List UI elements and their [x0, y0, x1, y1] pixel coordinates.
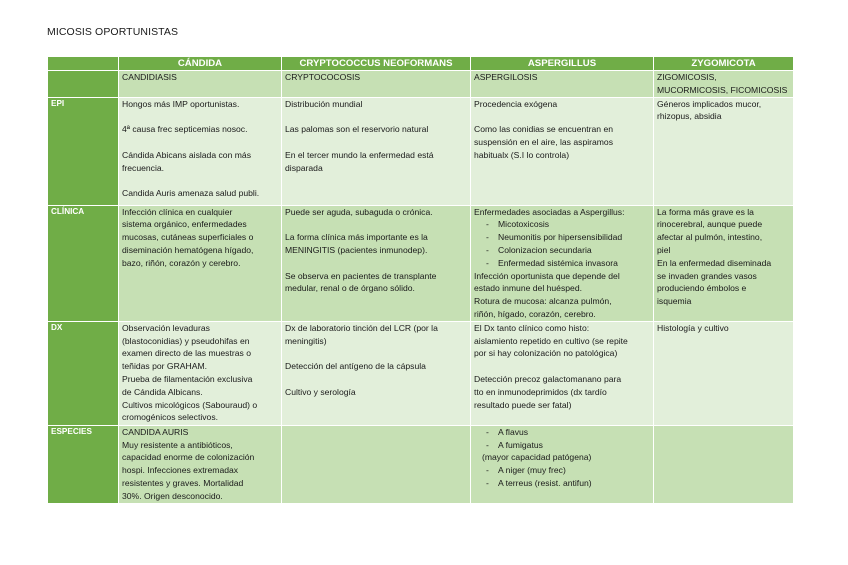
dx-zygomicota: Histología y cultivo [654, 321, 794, 425]
row-epi [48, 97, 794, 205]
epi-zygomicota: Géneros implicados mucor, rhizopus, absidia [654, 97, 794, 205]
aspergillus-disease-list [474, 218, 650, 269]
row-label-epi: EPI [48, 97, 119, 205]
especies-aspergillus: - A flavus - A fumigatus (mayor capacidad patógena) - A niger (muy frec) - A terreus (resist. antifun) [471, 425, 654, 503]
dx-aspergillus: El Dx tanto clínico como histo: aislamiento repetido en cultivo (se repite por si hay colonización no patológica) Detección precoz galactomanano para tto en inmunodeprimidos (dx tardío resultado puede ser fatal) [471, 321, 654, 425]
subheader-zygomicota: ZIGOMICOSIS, MUCORMICOSIS, FICOMICOSIS [654, 71, 794, 98]
epi-aspergillus: Procedencia exógena Como las conidias se encuentran en suspensión en el aire, las aspiramos habitualx (S.I lo controla) [471, 97, 654, 205]
header-zygomicota: ZYGOMICOTA [654, 57, 794, 71]
aspergillus-species-list-2 [474, 464, 650, 490]
subheader-cryptococcus: CRYPTOCOCOSIS [282, 71, 471, 98]
list-item: - Neumonitis por hipersensibilidad [498, 231, 650, 244]
row-especies [48, 425, 794, 503]
clinica-cryptococcus: Puede ser aguda, subaguda o crónica. La forma clínica más importante es la MENINGITIS (pacientes inmunodep). Se observa en pacientes de transplante medular, renal o de órgano sólido. [282, 205, 471, 321]
row-label-especies: ESPECIES [48, 425, 119, 503]
clinica-candida: Infección clínica en cualquier sistema orgánico, enfermedades mucosas, cutáneas superficiales o diseminación hematógena hígado, bazo, riñón, corazón y cerebro. [119, 205, 282, 321]
row-dx [48, 321, 794, 425]
list-item: - Micotoxicosis [498, 218, 650, 231]
list-item: - A niger (muy frec) [498, 464, 650, 477]
row-label-dx: DX [48, 321, 119, 425]
subheader-row [48, 71, 794, 98]
list-item: - A terreus (resist. antifun) [498, 477, 650, 490]
header-aspergillus: ASPERGILLUS [471, 57, 654, 71]
aspergillus-species-list [474, 426, 650, 452]
dx-candida: Observación levaduras (blastoconidias) y pseudohifas en examen directo de las muestras o teñidas por GRAHAM. Prueba de filamentación exclusiva de Cándida Albicans. Cultivos micológicos (Sabouraud) o cromogénicos selectivos. [119, 321, 282, 425]
epi-candida: Hongos más IMP oportunistas. 4ª causa frec septicemias nosoc. Cándida Abicans aislada con más frecuencia. Candida Auris amenaza salud publi. [119, 97, 282, 205]
clinica-aspergillus: Enfermedades asociadas a Aspergillus: - Micotoxicosis - Neumonitis por hipersensibilidad - Colonizacion secundaria - Enfermedad sistémica invasora Infección oportunista que depende del estado inmune del huésped. Rotura de mucosa: alcanza pulmón, riñón, hígado, corazón, cerebro. [471, 205, 654, 321]
header-row [48, 57, 794, 71]
subheader-aspergillus: ASPERGILOSIS [471, 71, 654, 98]
header-candida: CÁNDIDA [119, 57, 282, 71]
especies-cryptococcus [282, 425, 471, 503]
subheader-label [48, 71, 119, 98]
mycoses-table [47, 56, 794, 504]
row-label-clinica: CLÍNICA [48, 205, 119, 321]
epi-cryptococcus: Distribución mundial Las palomas son el reservorio natural En el tercer mundo la enfermedad está disparada [282, 97, 471, 205]
header-cryptococcus: CRYPTOCOCCUS NEOFORMANS [282, 57, 471, 71]
subheader-candida: CANDIDIASIS [119, 71, 282, 98]
row-clinica [48, 205, 794, 321]
clinica-zygomicota: La forma más grave es la rinocerebral, aunque puede afectar al pulmón, intestino, piel En la enfermedad diseminada se invaden grandes vasos produciendo émbolos e isquemia [654, 205, 794, 321]
especies-candida: CANDIDA AURIS Muy resistente a antibióticos, capacidad enorme de colonización hospi. Infecciones extremadax resistentes y graves. Mortalidad 30%. Origen desconocido. [119, 425, 282, 503]
header-corner [48, 57, 119, 71]
list-item: - A flavus [498, 426, 650, 439]
document-title: MICOSIS OPORTUNISTAS [47, 26, 179, 38]
especies-zygomicota [654, 425, 794, 503]
dx-cryptococcus: Dx de laboratorio tinción del LCR (por la meningitis) Detección del antígeno de la cápsula Cultivo y serología [282, 321, 471, 425]
list-item: - A fumigatus [498, 439, 650, 452]
list-item: - Colonizacion secundaria [498, 244, 650, 257]
list-item: - Enfermedad sistémica invasora [498, 257, 650, 270]
